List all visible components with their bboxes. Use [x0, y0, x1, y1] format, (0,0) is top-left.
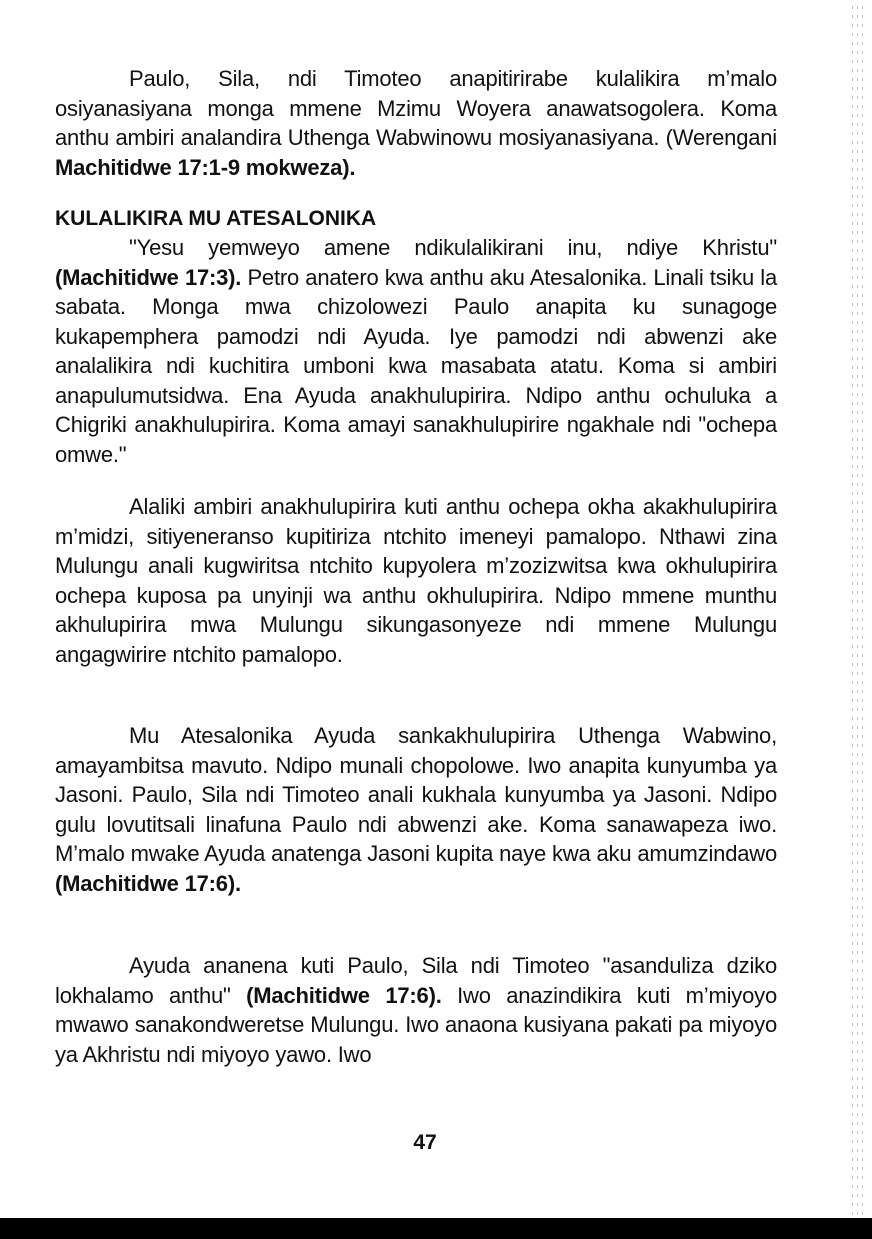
- paragraph-3: [55, 492, 777, 669]
- section-heading: KULALIKIRA MU ATESALONIKA: [55, 207, 377, 230]
- paragraph-4-body: Mu Atesalonika Ayuda sankakhulupirira Uthenga Wabwino, amayambitsa mavuto. Ndipo munali chopolowe. Iwo anapita kunyumba ya Jasoni. Paulo, Sila ndi Timoteo anali kukhala kunyumba ya Jasoni. Ndipo gulu lovutitsali linafuna Paulo ndi abwenzi ake. Koma sanawapeza iwo. M’malo mwake Ayuda anatenga Jasoni kupita naye kwa aku amumzindawo: [55, 723, 777, 866]
- paragraph-1-reference: Machitidwe 17:1-9 mokweza).: [55, 154, 356, 180]
- paragraph-2-reference: (Machitidwe 17:3).: [55, 264, 242, 290]
- paragraph-4: [55, 721, 777, 898]
- scan-bottom-border: [0, 1218, 872, 1239]
- paragraph-1-text: [55, 64, 777, 182]
- paragraph-4-text: [55, 721, 777, 898]
- paragraph-2-quote: "Yesu yemweyo amene ndikulalikirani inu, ndiye Khristu": [129, 235, 777, 260]
- paragraph-1: [55, 64, 777, 182]
- paragraph-2: [55, 233, 777, 469]
- paragraph-4-reference: (Machitidwe 17:6).: [55, 870, 241, 896]
- paragraph-2-body: Petro anatero kwa anthu aku Atesalonika. Linali tsiku la sabata. Monga mwa chizolowezi Paulo anapita ku sunagoge kukapemphera pamodzi ndi Ayuda. Iye pamodzi ndi abwenzi ake analalikira ndi kuchitira umboni kwa masabata atatu. Koma si ambiri anapulumutsidwa. Ena Ayuda anakhulupirira. Ndipo anthu ochuluka a Chigriki anakhulupirira. Koma amayi sanakhulupirire ngakhale ndi "ochepa omwe.": [55, 264, 777, 467]
- paragraph-5: [55, 951, 777, 1069]
- paragraph-2-text: [55, 233, 777, 469]
- paragraph-3-text: Alaliki ambiri anakhulupirira kuti anthu ochepa okha akakhulupirira m’midzi, sitiyeneranso kupitiriza ntchito imeneyi pamalopo. Nthawi zina Mulungu anali kugwiritsa ntchito kupyolera m’zozizwitsa kwa okhulupirira ochepa kuposa pa unyinji wa anthu okhulupirira. Ndipo mmene munthu akhulupirira mwa Mulungu sikungasonyeze ndi mmene Mulungu angagwirire ntchito pamalopo.: [55, 494, 777, 667]
- section-heading-block: [55, 204, 777, 234]
- paragraph-5-text: [55, 951, 777, 1069]
- paragraph-5-reference: (Machitidwe 17:6).: [246, 982, 442, 1008]
- scan-edge-artifact: [846, 0, 868, 1218]
- page-number: 47: [413, 1131, 437, 1154]
- paragraph-1-body: Paulo, Sila, ndi Timoteo anapitirirabe kulalikira m’malo osiyanasiyana monga mmene Mzimu Woyera anawatsogolera. Koma anthu ambiri analandira Uthenga Wabwinowu mosiyanasiyana. (Werengani: [55, 66, 777, 150]
- paragraph-5-quote: Ayuda ananena kuti Paulo, Sila ndi Timoteo "asanduliza dziko lokhalamo anthu": [55, 953, 777, 1008]
- paragraph-5-body: Iwo anazindikira kuti m’miyoyo mwawo sanakondweretse Mulungu. Iwo anaona kusiyana pakati pa miyoyo ya Akhristu ndi miyoyo yawo. Iwo: [55, 982, 777, 1067]
